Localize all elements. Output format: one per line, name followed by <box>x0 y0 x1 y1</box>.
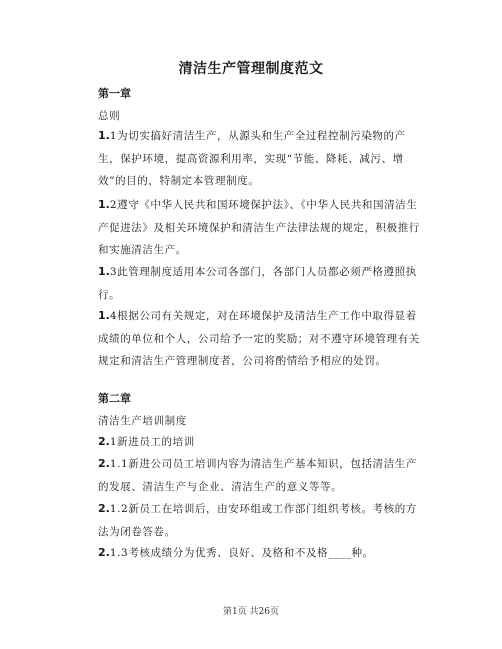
clause-1-3 <box>98 261 420 306</box>
clause-text: 遵守《中华人民共和国环境保护法》、《中华人民共和国清洁生产促进法》及相关环境保护和清洁生产法律法规的规定，积极推行和实施清洁生产。 <box>98 199 420 256</box>
clause-subnumber: 2 <box>109 199 118 211</box>
chapter-2-heading: 第二章 <box>98 392 131 405</box>
clause-text: 考核成绩分为优秀、良好、及格和不及格____种。 <box>128 547 374 559</box>
clause-text: 新进公司员工培训内容为清洁生产基本知识，包括清洁生产的发展、清洁生产与企业、清洁生产的意义等等。 <box>98 458 417 493</box>
chapter-1-heading: 第一章 <box>98 87 131 100</box>
clause-text: 为切实搞好清洁生产，从源头和生产全过程控制污染物的产生，保护环境，提高资源利用率，实现“节能、降耗、减污、增效”的目的，特制定本管理制度。 <box>98 130 406 187</box>
clause-number: 2. <box>98 435 110 448</box>
clause-subnumber: 1 <box>109 130 118 142</box>
document-title: 清洁生产管理制度范文 <box>178 61 324 77</box>
chapter-1-subtitle: 总则 <box>98 110 121 122</box>
clause-subnumber: 3 <box>109 266 118 278</box>
clause-text: 根据公司有关规定，对在环境保护及清洁生产工作中取得显着成绩的单位和个人，公司给予一定的奖励；对不遵守环境管理有关规定和清洁生产管理制度者，公司将酌情给予相应的处罚。 <box>98 310 420 367</box>
clause-subnumber: 1 <box>109 436 118 448</box>
clause-number: 1. <box>98 309 110 322</box>
clause-subnumber: 4 <box>109 310 118 322</box>
clause-2-1-2 <box>98 498 420 543</box>
chapter-2-subtitle: 清洁生产培训制度 <box>98 415 187 427</box>
clause-1-4 <box>98 305 420 373</box>
clause-subnumber: 1.3 <box>109 547 129 559</box>
clause-number: 1. <box>98 265 110 278</box>
page-number: 第1页 共26页 <box>222 607 280 617</box>
clause-1-1 <box>98 125 420 193</box>
clause-number: 2. <box>98 502 110 515</box>
clause-text: 此管理制度适用本公司各部门，各部门人员都必须严格遵照执行。 <box>98 266 417 301</box>
clause-number: 2. <box>98 546 110 559</box>
clause-number: 2. <box>98 457 110 470</box>
clause-subnumber: 1.1 <box>109 458 129 470</box>
clause-text: 新进员工的培训 <box>117 436 195 448</box>
clause-number: 1. <box>98 129 110 142</box>
clause-2-1-3 <box>98 542 420 565</box>
clause-subnumber: 1.2 <box>109 503 129 515</box>
clause-number: 1. <box>98 198 110 211</box>
clause-1-2 <box>98 194 420 262</box>
clause-2-1-1 <box>98 453 420 498</box>
clause-2-1 <box>98 431 420 454</box>
clause-text: 新员工在培训后，由安环组或工作部门组织考核。考核的方法为闭卷答卷。 <box>98 503 417 538</box>
